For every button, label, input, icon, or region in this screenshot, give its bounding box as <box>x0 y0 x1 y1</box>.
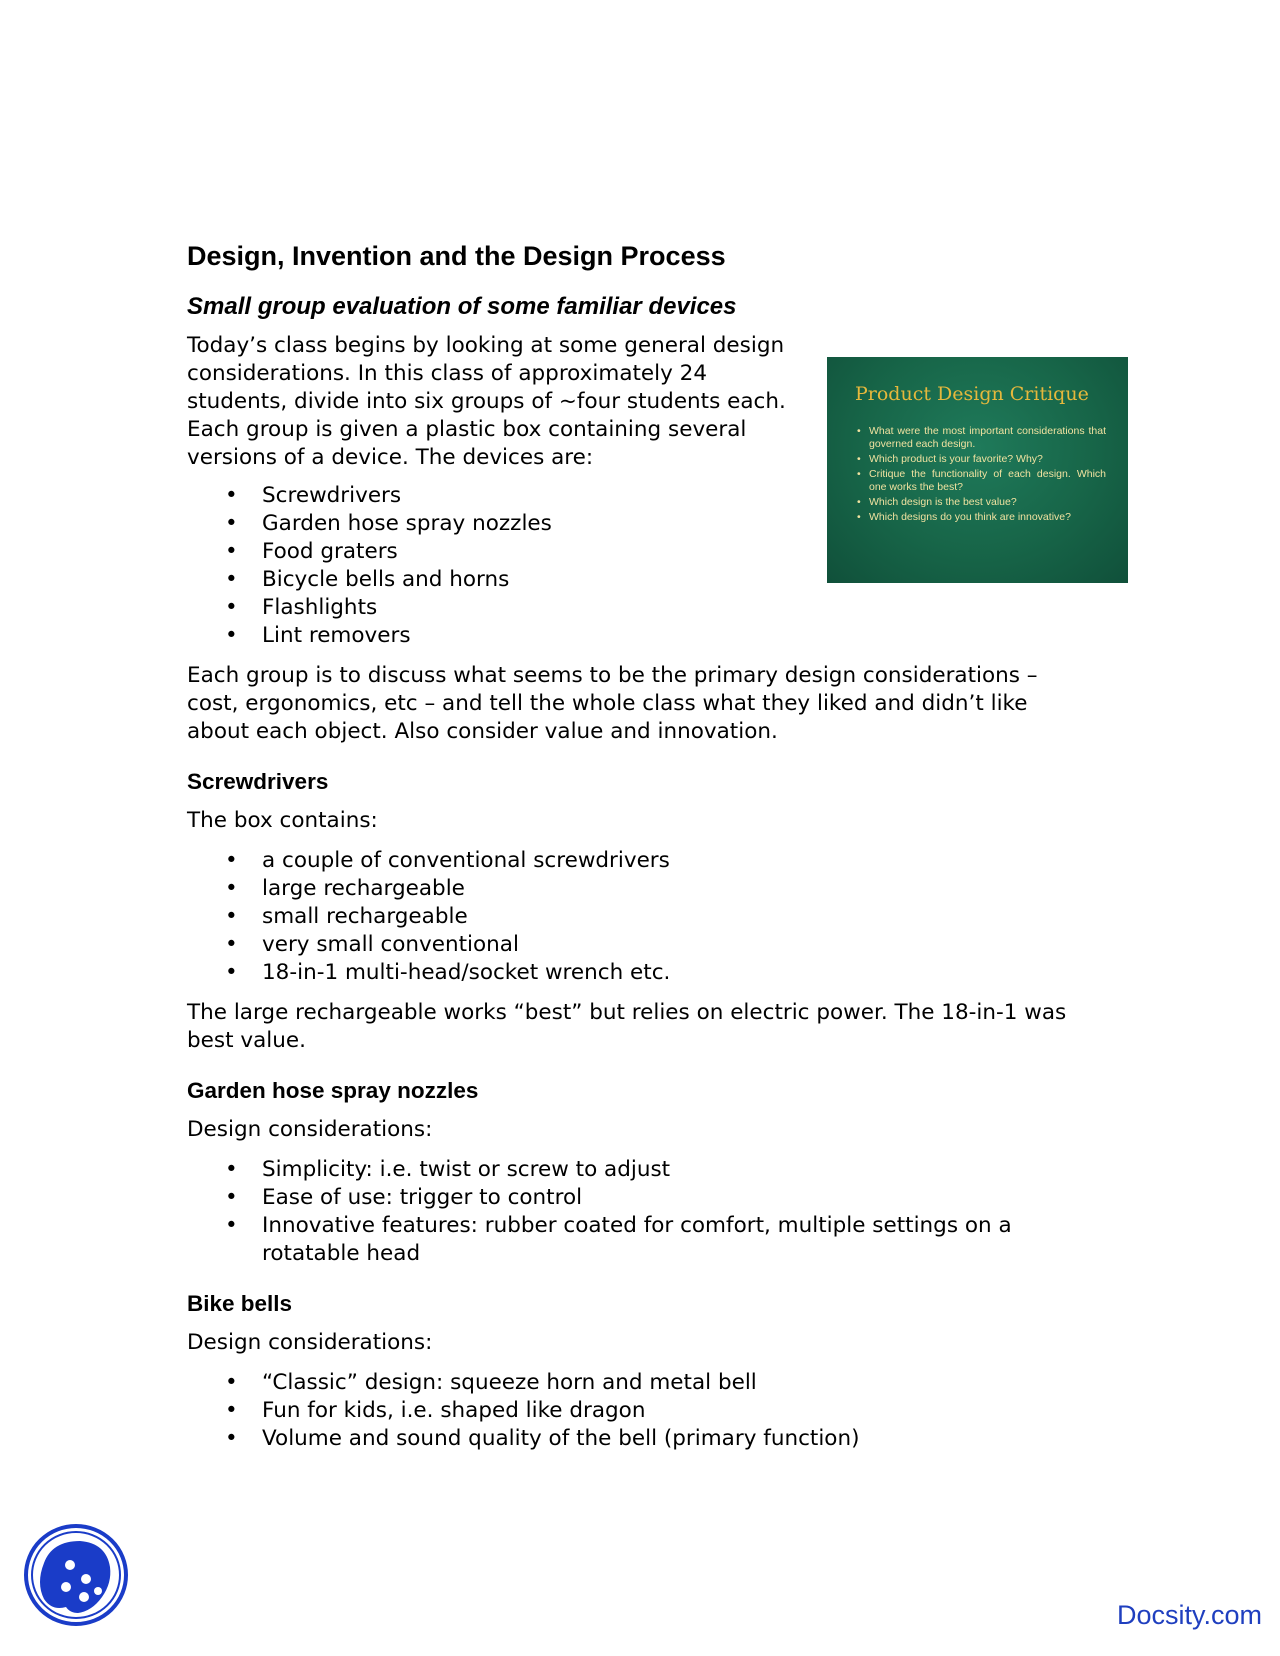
slide-bullet: • Which product is your favorite? Why? <box>857 453 1043 465</box>
slide-image <box>827 357 1128 583</box>
slide-bullet: • Which design is the best value? <box>857 496 1017 508</box>
bullet-icon: • <box>225 848 238 874</box>
section-lead: The box contains: <box>187 808 378 834</box>
bullet-icon: • <box>225 483 238 509</box>
section-heading-nozzles: Garden hose spray nozzles <box>187 1078 479 1104</box>
bullet-icon: • <box>225 1213 238 1239</box>
list-item: • Innovative features: rubber coated for comfort, multiple settings on a rotatable head <box>225 1213 1012 1267</box>
section-lead: Design considerations: <box>187 1117 433 1143</box>
bullet-icon: • <box>225 960 238 986</box>
bullet-icon: • <box>225 595 238 621</box>
list-item: • Lint removers <box>225 623 411 649</box>
bullet-icon: • <box>225 932 238 958</box>
list-item: • a couple of conventional screwdrivers <box>225 848 670 874</box>
bullet-icon: • <box>225 511 238 537</box>
section-lead: Design considerations: <box>187 1330 433 1356</box>
list-item: • large rechargeable <box>225 876 465 902</box>
list-item: • Screwdrivers <box>225 483 402 509</box>
list-item: • “Classic” design: squeeze horn and metal bell <box>225 1370 757 1396</box>
list-item: • Simplicity: i.e. twist or screw to adjust <box>225 1157 671 1183</box>
page-title: Design, Invention and the Design Process <box>187 241 726 271</box>
slide-bullets <box>855 425 1106 524</box>
discussion-paragraph: Each group is to discuss what seems to be the primary design considerations – cost, ergonomics, etc – and tell the whole class what they liked and didn’t like about each object. Also consider value and innovation. <box>187 663 1038 745</box>
slide-bullet: • Which designs do you think are innovative? <box>857 511 1071 523</box>
slide-bullet: • What were the most important considerations that governed each design. <box>857 425 1106 450</box>
list-item: • Volume and sound quality of the bell (primary function) <box>225 1426 860 1452</box>
bike-bells-list <box>187 1369 1087 1453</box>
bullet-icon: • <box>225 1370 238 1396</box>
bullet-icon: • <box>225 1398 238 1424</box>
list-item: • Food graters <box>225 539 398 565</box>
bullet-icon: • <box>225 623 238 649</box>
list-item: • very small conventional <box>225 932 519 958</box>
list-item: • 18-in-1 multi-head/socket wrench etc. <box>225 960 671 986</box>
list-item: • Flashlights <box>225 595 378 621</box>
bullet-icon: • <box>225 876 238 902</box>
bullet-icon: • <box>225 1185 238 1211</box>
list-item: • small rechargeable <box>225 904 468 930</box>
list-item: • Ease of use: trigger to control <box>225 1185 583 1211</box>
screwdrivers-list <box>187 847 1087 987</box>
section-heading-bike-bells: Bike bells <box>187 1291 293 1317</box>
list-item: • Fun for kids, i.e. shaped like dragon <box>225 1398 646 1424</box>
screwdrivers-conclusion: The large rechargeable works “best” but relies on electric power. The 18-in-1 was best value. <box>187 1000 1067 1054</box>
section-subtitle: Small group evaluation of some familiar devices <box>187 293 737 321</box>
brand-link[interactable]: Docsity.com <box>1116 1600 1262 1630</box>
intro-paragraph: Today’s class begins by looking at some general design considerations. In this class of approximately 24 students, divide into six groups of ~four students each. Each group is given a plastic box containing several versions of a device. The devices are: <box>187 333 786 471</box>
bullet-icon: • <box>225 539 238 565</box>
list-item: • Bicycle bells and horns <box>225 567 510 593</box>
nozzles-list <box>187 1156 1087 1268</box>
bullet-icon: • <box>225 567 238 593</box>
list-item: • Garden hose spray nozzles <box>225 511 552 537</box>
section-heading-screwdrivers: Screwdrivers <box>187 769 329 795</box>
docsity-logo-icon[interactable] <box>22 1521 130 1629</box>
bullet-icon: • <box>225 1426 238 1452</box>
bullet-icon: • <box>225 1157 238 1183</box>
bullet-icon: • <box>225 904 238 930</box>
slide-bullet: • Critique the functionality of each design. Which one works the best? <box>857 468 1106 493</box>
slide-title: Product Design Critique <box>855 383 1089 405</box>
